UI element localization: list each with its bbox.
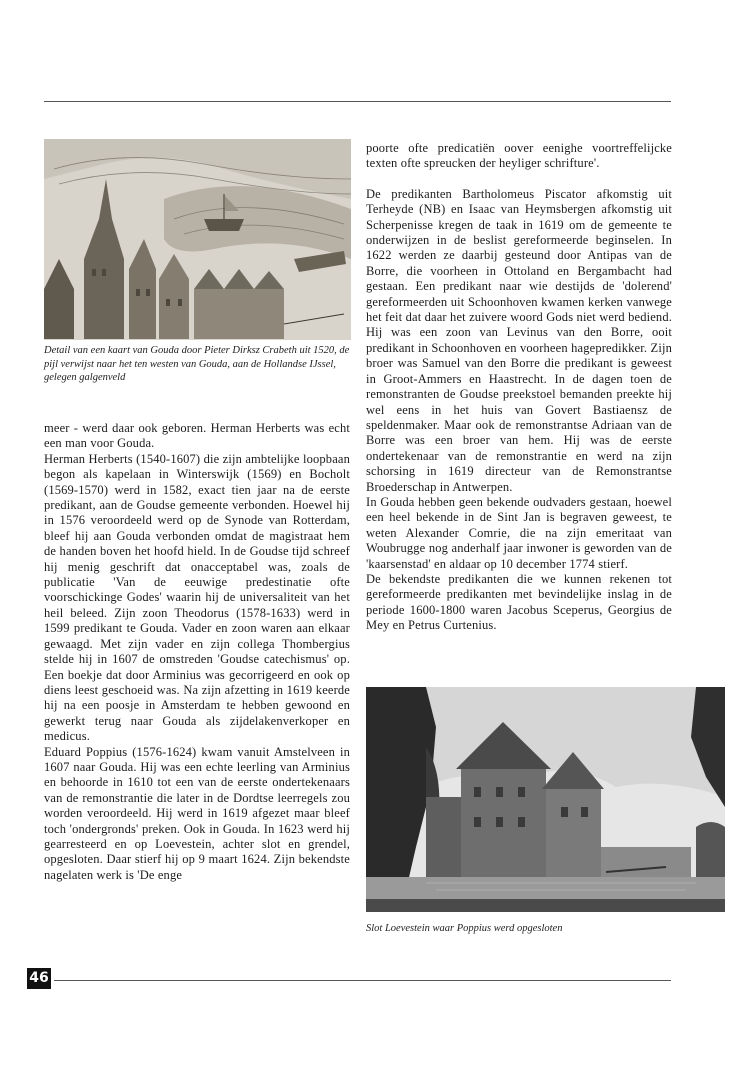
header-rule: [44, 101, 671, 102]
paragraph: In Gouda hebben geen bekende oudvaders gestaan, hoewel een heel bekende in de Sint Jan is begraven geweest, te weten Alexander Comrie, die na zijn emeritaat van Woubrugge nog anderhalf jaar inwoner is geworden van de 'kaarsenstad' en aldaar op 10 december 1774 stierf.: [366, 494, 672, 571]
castle-caption: Slot Loevestein waar Poppius werd opgesloten: [366, 923, 563, 934]
footer-rule: [54, 980, 671, 981]
paragraph: Herman Herberts (1540-1607) die zijn ambtelijke loopbaan begon als kapelaan in Winterswijk (1569) en Bocholt (1569-1570) werd in 1582, exact tien jaar na de eerste predikant, aan de Goudse gemeente verbonden. Hoewel hij in 1576 veroordeeld werd op de Synode van Rotterdam, bleef hij aan Gouda verbonden omdat de magistraat hem de handen boven het hoofd hield. In de Goudse tijd schreef hij menig geschrift dat onacceptabel was, zoals de publicatie 'Van de eeuwige predestinatie ofte voorschickinge Godes' waarin hij de universaliteit van het heil beleed. Zijn zoon Theodorus (1578-1633) werd in 1599 predikant te Gouda. Vader en zoon waren aan elkaar gewaagd. Met zijn vader en zijn collega Thombergius stelde hij in 1607 de omstreden 'Goudse catechismus' op. Een boekje dat door Arminius was gecorrigeerd en ook op diens leest geschoeid was. Na zijn afzetting in 1619 keerde hij na een poosje in Amsterdam te hebben gewoond en gewerkt terug naar Gouda als zijdelakenverkoper en medicus.: [44, 451, 350, 744]
left-column: [44, 421, 350, 883]
map-caption: Detail van een kaart van Gouda door Pieter Dirksz Crabeth uit 1520, de pijl verwijst naar het ten westen van Gouda, aan de Hollandse IJssel, gelegen galgenveld: [44, 345, 350, 383]
paragraph: De predikanten Bartholomeus Piscator afkomstig uit Terheyde (NB) en Isaac van Heymsbergen afkomstig uit Scherpenisse kregen de taak in 1619 om de gemeente te onderwijzen in de beslist gereformeerde beginselen. In 1622 werden ze daarbij gesteund door Antipas van de Borre, die voorheen in Ottoland en Bergambacht had gestaan. Een predikant naar wie destijds de 'dolerend' gereformeerden uit Schoonhoven kwamen kerken vanwege het feit dat daar het zuivere woord Gods niet werd bediend. Hij was een zoon van Levinus van den Borre, ooit predikant in Schoonhoven en voorheen hagepredikker. Zijn broer was Samuel van den Borre die predikant is geweest in Groot-Ammers en Haastrecht. In de dagen toen de remonstranten de Goudse preekstoel bemanden preekte hij wel eens in het huis van Govert Bastiaensz de speldenmaker. Maar ook de remonstrantse Adriaan van de Borre was een broer van hem. Hij was de eerste ondertekenaar van de remonstrantie en werd na zijn schorsing in 1619 directeur van de Remonstrantse Broederschap in Antwerpen.: [366, 186, 672, 494]
castle-photo: [366, 687, 725, 912]
map-illustration: [44, 139, 351, 340]
paragraph: De bekendste predikanten die we kunnen rekenen tot gereformeerde predikanten met bevindelijke inslag in de periode 1600-1800 waren Jacobus Sceperus, Georgius de Mey en Petrus Curtenius.: [366, 571, 672, 633]
paragraph: Eduard Poppius (1576-1624) kwam vanuit Amstelveen in 1607 naar Gouda. Hij was een echte leerling van Arminius en behoorde in 1610 tot een van de eerste ondertekenaars van de remonstrantie die later in de Dordtse leerregels zou worden veroordeeld. Hij werd in 1619 afgezet maar bleef toch 'ondergronds' preken. Ook in Gouda. In 1623 werd hij gearresteerd en op Loevestein, achter slot en grendel, opgesloten. Daar stierf hij op 9 maart 1624. Zijn bekendste nagelaten werk is 'De enge: [44, 744, 350, 882]
right-column: [366, 141, 672, 634]
paragraph: poorte ofte predicatiën oover eenighe voortreffelijcke texten ofte spreucken der heyliger schrifture'.: [366, 141, 672, 171]
page-number: 46: [27, 968, 51, 989]
paragraph: meer - werd daar ook geboren. Herman Herberts was echt een man voor Gouda.: [44, 421, 350, 451]
